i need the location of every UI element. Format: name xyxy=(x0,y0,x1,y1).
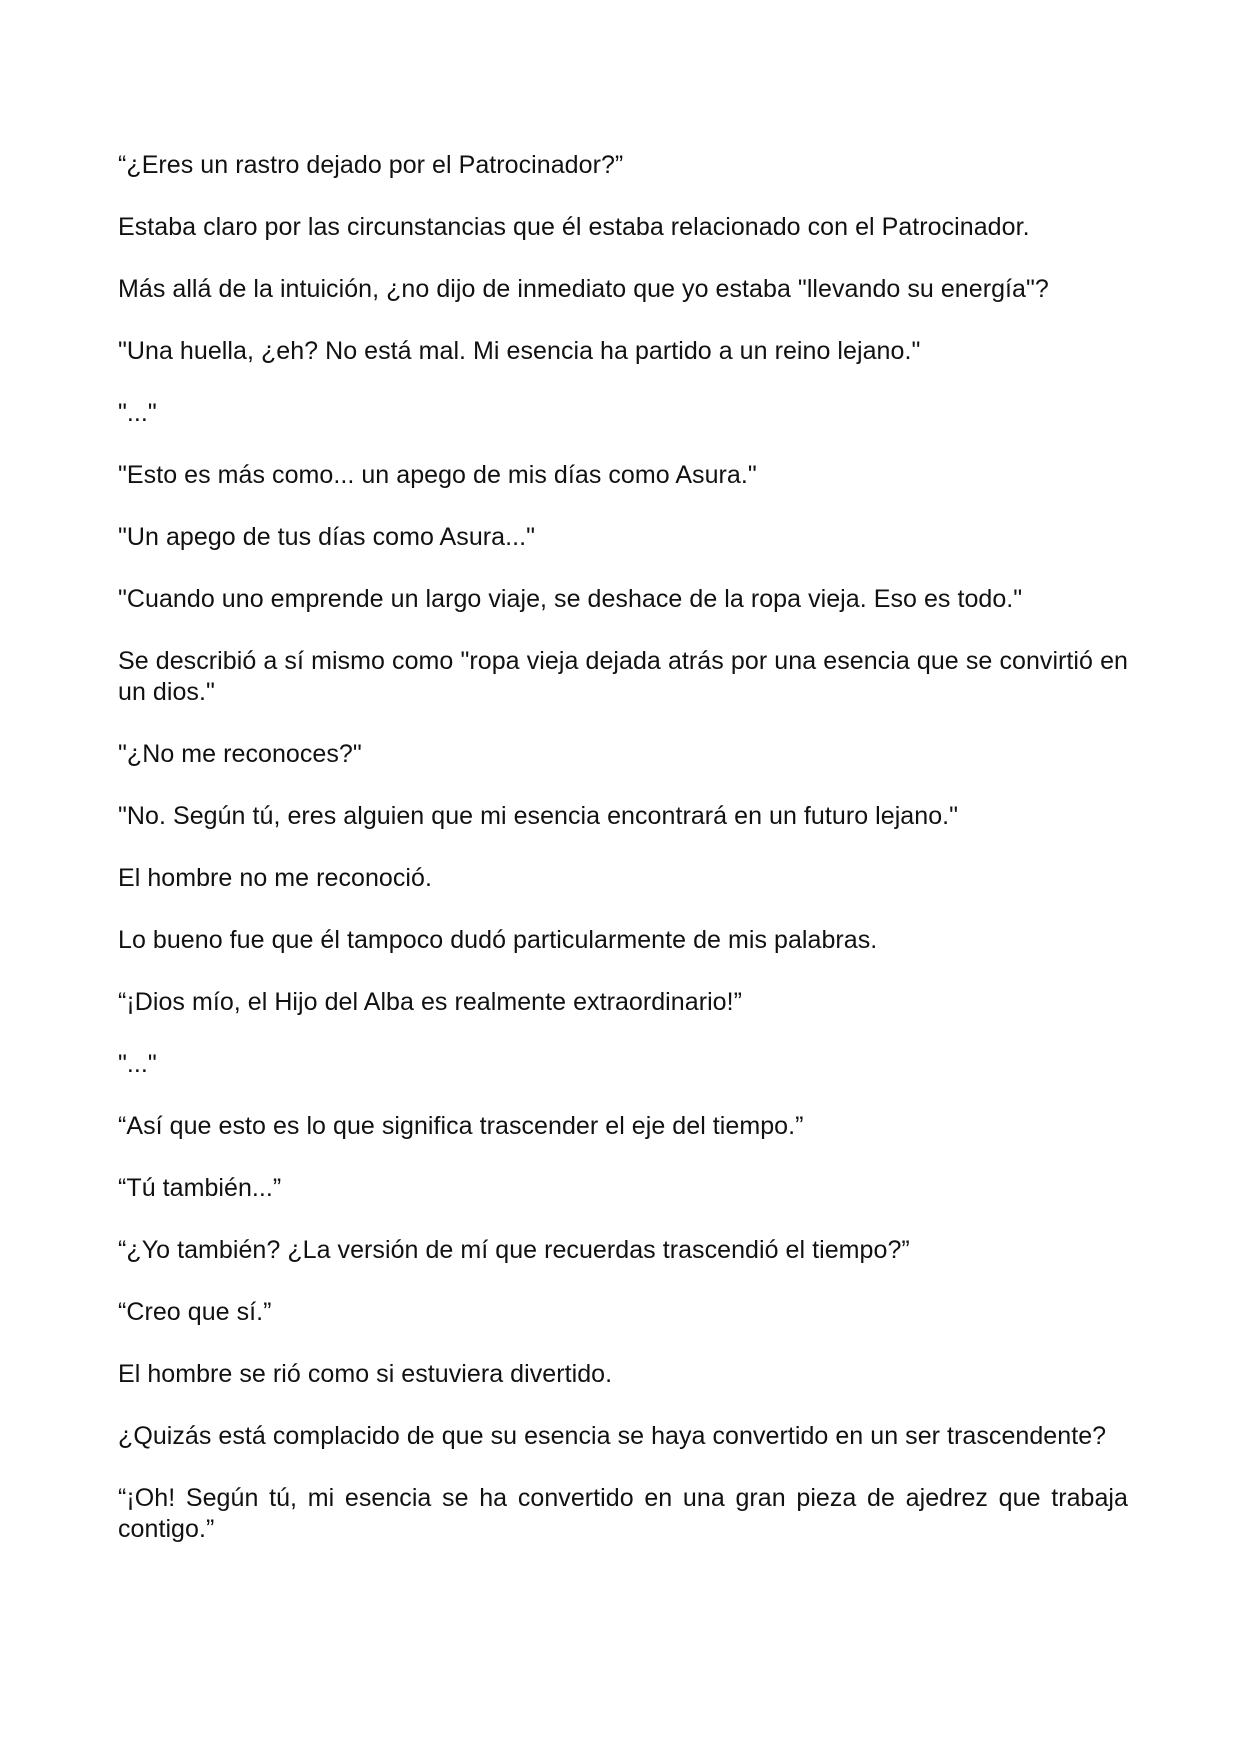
paragraph: “¿Yo también? ¿La versión de mí que recuerdas trascendió el tiempo?” xyxy=(118,1236,910,1264)
paragraph: Lo bueno fue que él tampoco dudó particularmente de mis palabras. xyxy=(118,926,878,954)
paragraph: "Cuando uno emprende un largo viaje, se deshace de la ropa vieja. Eso es todo." xyxy=(118,585,1023,613)
paragraph: “Tú también...” xyxy=(118,1174,282,1202)
paragraph: "..." xyxy=(118,1050,157,1078)
paragraph: “¡Dios mío, el Hijo del Alba es realmente extraordinario!” xyxy=(118,988,742,1016)
paragraph: Estaba claro por las circunstancias que él estaba relacionado con el Patrocinador. xyxy=(118,213,1030,241)
paragraph: "¿No me reconoces?" xyxy=(118,740,362,768)
paragraph: "Un apego de tus días como Asura..." xyxy=(118,523,536,551)
paragraph: “Así que esto es lo que significa trascender el eje del tiempo.” xyxy=(118,1112,804,1140)
text-body xyxy=(118,150,1128,1545)
paragraph: Más allá de la intuición, ¿no dijo de inmediato que yo estaba "llevando su energía"? xyxy=(118,275,1049,303)
paragraph: "..." xyxy=(118,399,157,427)
paragraph: “¡Oh! Según tú, mi esencia se ha convertido en una gran pieza de ajedrez que trabaja contigo.” xyxy=(118,1484,1128,1543)
paragraph: "No. Según tú, eres alguien que mi esencia encontrará en un futuro lejano." xyxy=(118,802,959,830)
paragraph: "Una huella, ¿eh? No está mal. Mi esencia ha partido a un reino lejano." xyxy=(118,337,921,365)
paragraph: El hombre no me reconoció. xyxy=(118,864,432,892)
paragraph: “¿Eres un rastro dejado por el Patrocinador?” xyxy=(118,151,624,179)
paragraph: ¿Quizás está complacido de que su esencia se haya convertido en un ser trascendente? xyxy=(118,1422,1107,1450)
paragraph: "Esto es más como... un apego de mis días como Asura." xyxy=(118,461,757,489)
paragraph: El hombre se rió como si estuviera divertido. xyxy=(118,1360,613,1388)
paragraph: Se describió a sí mismo como "ropa vieja dejada atrás por una esencia que se convirtió en un dios." xyxy=(118,647,1128,706)
paragraph: “Creo que sí.” xyxy=(118,1298,272,1326)
